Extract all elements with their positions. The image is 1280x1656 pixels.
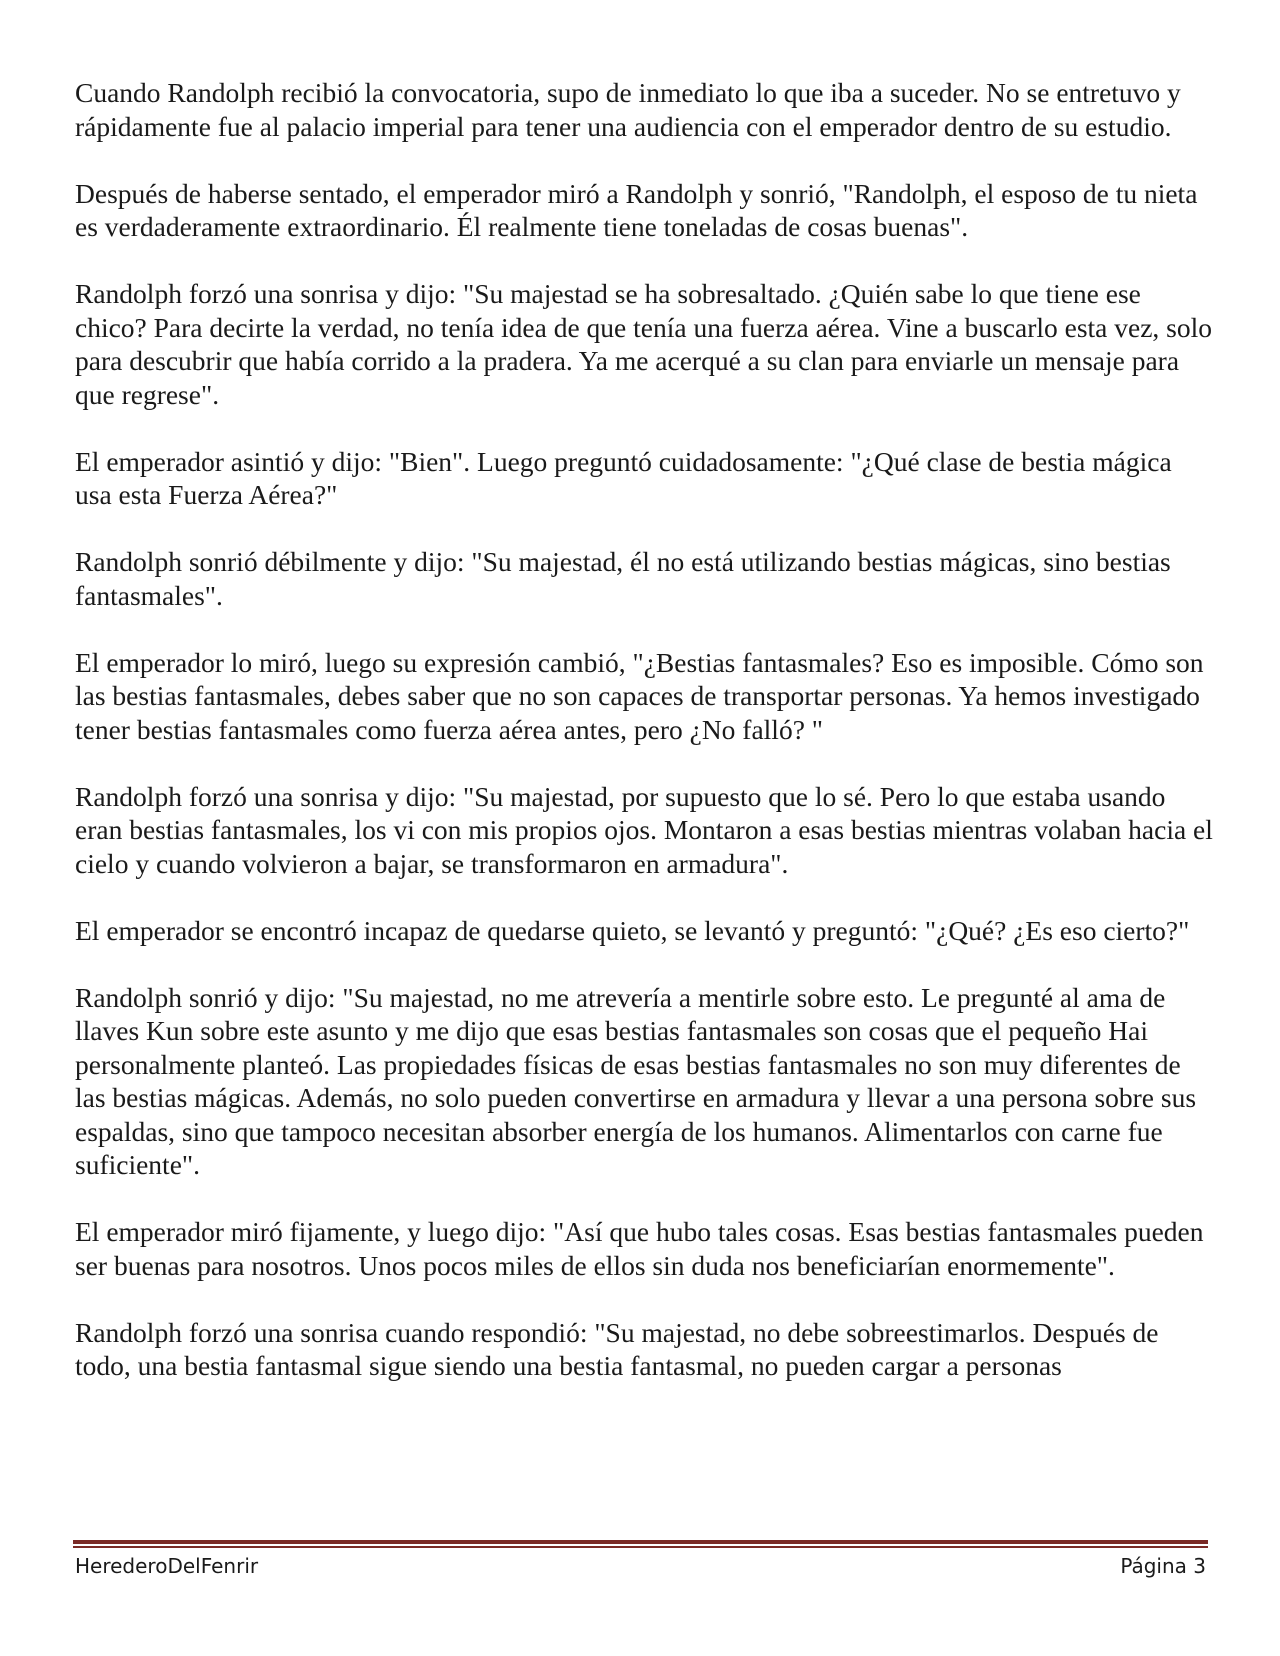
paragraph: Randolph forzó una sonrisa cuando respondió: "Su majestad, no debe sobreestimarlos. Después de todo, una bestia fantasmal sigue siendo una bestia fantasmal, no pueden cargar a personas xyxy=(75,1316,1159,1381)
paragraph: El emperador lo miró, luego su expresión cambió, "¿Bestias fantasmales? Eso es imposible. Cómo son las bestias fantasmales, debes saber que no son capaces de transportar personas. Ya hemos investigado tener bestias fantasmales como fuerza aérea antes, pero ¿No falló? " xyxy=(75,646,1204,745)
paragraph: Randolph forzó una sonrisa y dijo: "Su majestad, por supuesto que lo sé. Pero lo que estaba usando eran bestias fantasmales, los vi con mis propios ojos. Montaron a esas bestias mientras volaban hacia el cielo y cuando volvieron a bajar, se transformaron en armadura". xyxy=(75,780,1213,879)
paragraph: Randolph forzó una sonrisa y dijo: "Su majestad se ha sobresaltado. ¿Quién sabe lo que tiene ese chico? Para decirte la verdad, no tenía idea de que tenía una fuerza aérea. Vine a buscarlo esta vez, solo para descubrir que había corrido a la pradera. Ya me acerqué a su clan para enviarle un mensaje para que regrese". xyxy=(75,278,1212,410)
paragraph: Randolph sonrió y dijo: "Su majestad, no me atrevería a mentirle sobre esto. Le pregunté al ama de llaves Kun sobre este asunto y me dijo que esas bestias fantasmales son cosas que el pequeño Hai personalmente planteó. Las propiedades físicas de esas bestias fantasmales no son muy diferentes de las bestias mágicas. Además, no solo pueden convertirse en armadura y llevar a una persona sobre sus espaldas, sino que tampoco necesitan absorber energía de los humanos. Alimentarlos con carne fue suficiente". xyxy=(75,981,1197,1180)
paragraph: El emperador se encontró incapaz de quedarse quieto, se levantó y preguntó: "¿Qué? ¿Es eso cierto?" xyxy=(75,914,1190,946)
paragraph: El emperador asintió y dijo: "Bien". Luego preguntó cuidadosamente: "¿Qué clase de bestia mágica usa esta Fuerza Aérea?" xyxy=(75,445,1172,510)
paragraph: El emperador miró fijamente, y luego dijo: "Así que hubo tales cosas. Esas bestias fantasmales pueden ser buenas para nosotros. Unos pocos miles de ellos sin duda nos beneficiarían enormemente". xyxy=(75,1216,1204,1281)
paragraph: Randolph sonrió débilmente y dijo: "Su majestad, él no está utilizando bestias mágicas, sino bestias fantasmales". xyxy=(75,546,1171,611)
footer-rule-thick xyxy=(73,1540,1208,1544)
footer-author: HerederoDelFenrir xyxy=(75,1554,259,1578)
document-body xyxy=(75,76,1213,1416)
footer-rule-thin xyxy=(73,1546,1208,1548)
footer-page-number: Página 3 xyxy=(1120,1554,1206,1578)
paragraph: Cuando Randolph recibió la convocatoria, supo de inmediato lo que iba a suceder. No se entretuvo y rápidamente fue al palacio imperial para tener una audiencia con el emperador dentro de su estudio. xyxy=(75,77,1181,142)
paragraph: Después de haberse sentado, el emperador miró a Randolph y sonrió, "Randolph, el esposo de tu nieta es verdaderamente extraordinario. Él realmente tiene toneladas de cosas buenas". xyxy=(75,177,1198,242)
